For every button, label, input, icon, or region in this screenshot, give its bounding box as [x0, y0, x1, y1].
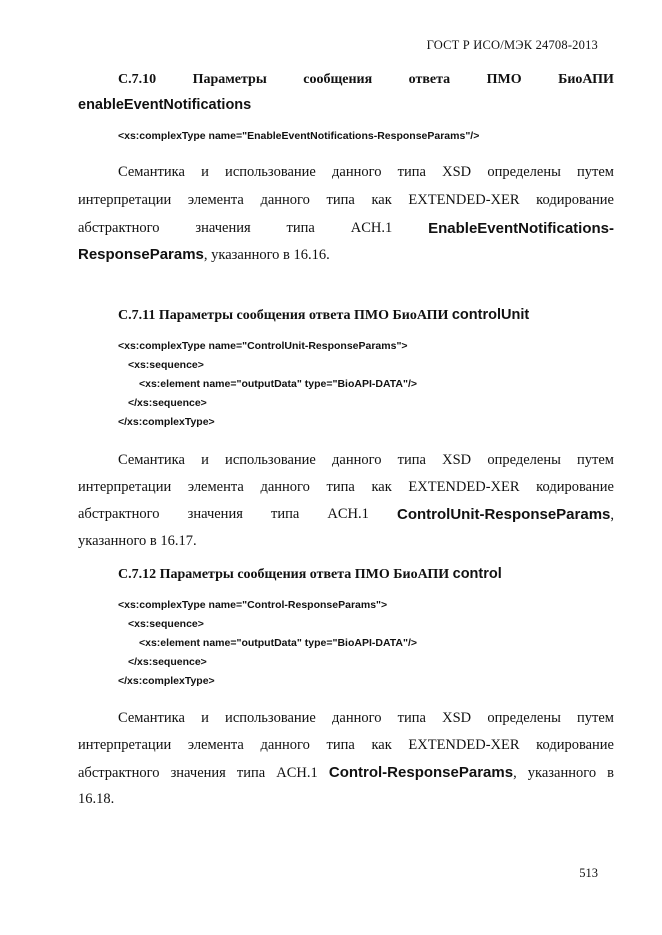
paragraph-word: ACH.1	[350, 220, 393, 236]
paragraph-text: ,	[610, 507, 614, 523]
section-heading-c710	[118, 72, 614, 88]
paragraph-line: интерпретации элемента данного типа как EXTENDED-XER кодирование	[78, 737, 614, 753]
paragraph-line	[78, 506, 614, 524]
paragraph-text: , указанного в	[513, 765, 614, 781]
code-line: <xs:element name="outputData" type="BioAPI-DATA"/>	[139, 378, 417, 390]
code-line: </xs:sequence>	[128, 397, 207, 409]
paragraph-word: ACH.1	[327, 506, 369, 522]
code-line: </xs:sequence>	[128, 656, 207, 668]
heading-word: ответа	[408, 72, 451, 87]
heading-word: сообщения	[303, 72, 373, 87]
type-name: ControlUnit-ResponseParams	[397, 506, 611, 523]
section-heading-c712	[118, 566, 614, 583]
code-line: <xs:complexType name="Control-ResponseParams">	[118, 599, 388, 611]
paragraph-line	[78, 220, 614, 237]
type-name: Control-ResponseParams	[328, 764, 514, 781]
heading-word: БиоАПИ	[558, 72, 614, 87]
heading-term: control	[452, 566, 502, 582]
section-number: C.7.11	[118, 308, 156, 323]
type-name: EnableEventNotifications-	[428, 220, 614, 237]
code-line: <xs:complexType name="EnableEventNotifications-ResponseParams"/>	[118, 130, 480, 142]
paragraph-line	[78, 764, 614, 782]
paragraph-line: указанного в 16.17.	[78, 533, 197, 549]
paragraph-word: значения	[187, 506, 243, 522]
paragraph-word: абстрактного	[78, 220, 160, 236]
code-line: <xs:element name="outputData" type="BioAPI-DATA"/>	[139, 637, 417, 649]
paragraph-line: 16.18.	[78, 791, 115, 807]
section-number: C.7.12	[118, 567, 157, 582]
standard-header: ГОСТ Р ИСО/МЭК 24708-2013	[426, 38, 598, 52]
page-number: 513	[579, 866, 598, 880]
paragraph-line: интерпретации элемента данного типа как EXTENDED-XER кодирование	[78, 479, 614, 495]
code-line: </xs:complexType>	[118, 416, 215, 428]
heading-word: Параметры	[192, 72, 267, 87]
paragraph-line: Семантика и использование данного типа XSD определены путем	[118, 452, 614, 468]
code-line: <xs:sequence>	[128, 359, 204, 371]
type-name: ResponseParams	[78, 246, 204, 263]
paragraph-line: интерпретации элемента данного типа как EXTENDED-XER кодирование	[78, 192, 614, 208]
paragraph-line: Семантика и использование данного типа XSD определены путем	[118, 710, 614, 726]
heading-term: controlUnit	[451, 307, 530, 323]
section-number: C.7.10	[118, 72, 157, 87]
heading-word: ПМО	[486, 72, 522, 87]
paragraph-word: типа	[286, 220, 315, 236]
code-line: </xs:complexType>	[118, 675, 215, 687]
paragraph-word: абстрактного	[78, 506, 160, 522]
paragraph-word: типа	[270, 506, 300, 522]
code-line: <xs:sequence>	[128, 618, 204, 630]
paragraph-text: абстрактного значения типа ACH.1	[78, 765, 329, 781]
paragraph-line	[78, 246, 614, 264]
heading-text: Параметры сообщения ответа ПМО БиоАПИ	[158, 308, 449, 323]
paragraph-line: Семантика и использование данного типа XSD определены путем	[118, 164, 614, 180]
paragraph-text: , указанного в 16.16.	[203, 247, 330, 263]
section-heading-c711	[118, 307, 614, 324]
section-heading-term: enableEventNotifications	[78, 97, 252, 113]
code-line: <xs:complexType name="ControlUnit-ResponseParams">	[118, 340, 408, 352]
heading-text: Параметры сообщения ответа ПМО БиоАПИ	[159, 567, 450, 582]
paragraph-word: значения	[195, 220, 251, 236]
